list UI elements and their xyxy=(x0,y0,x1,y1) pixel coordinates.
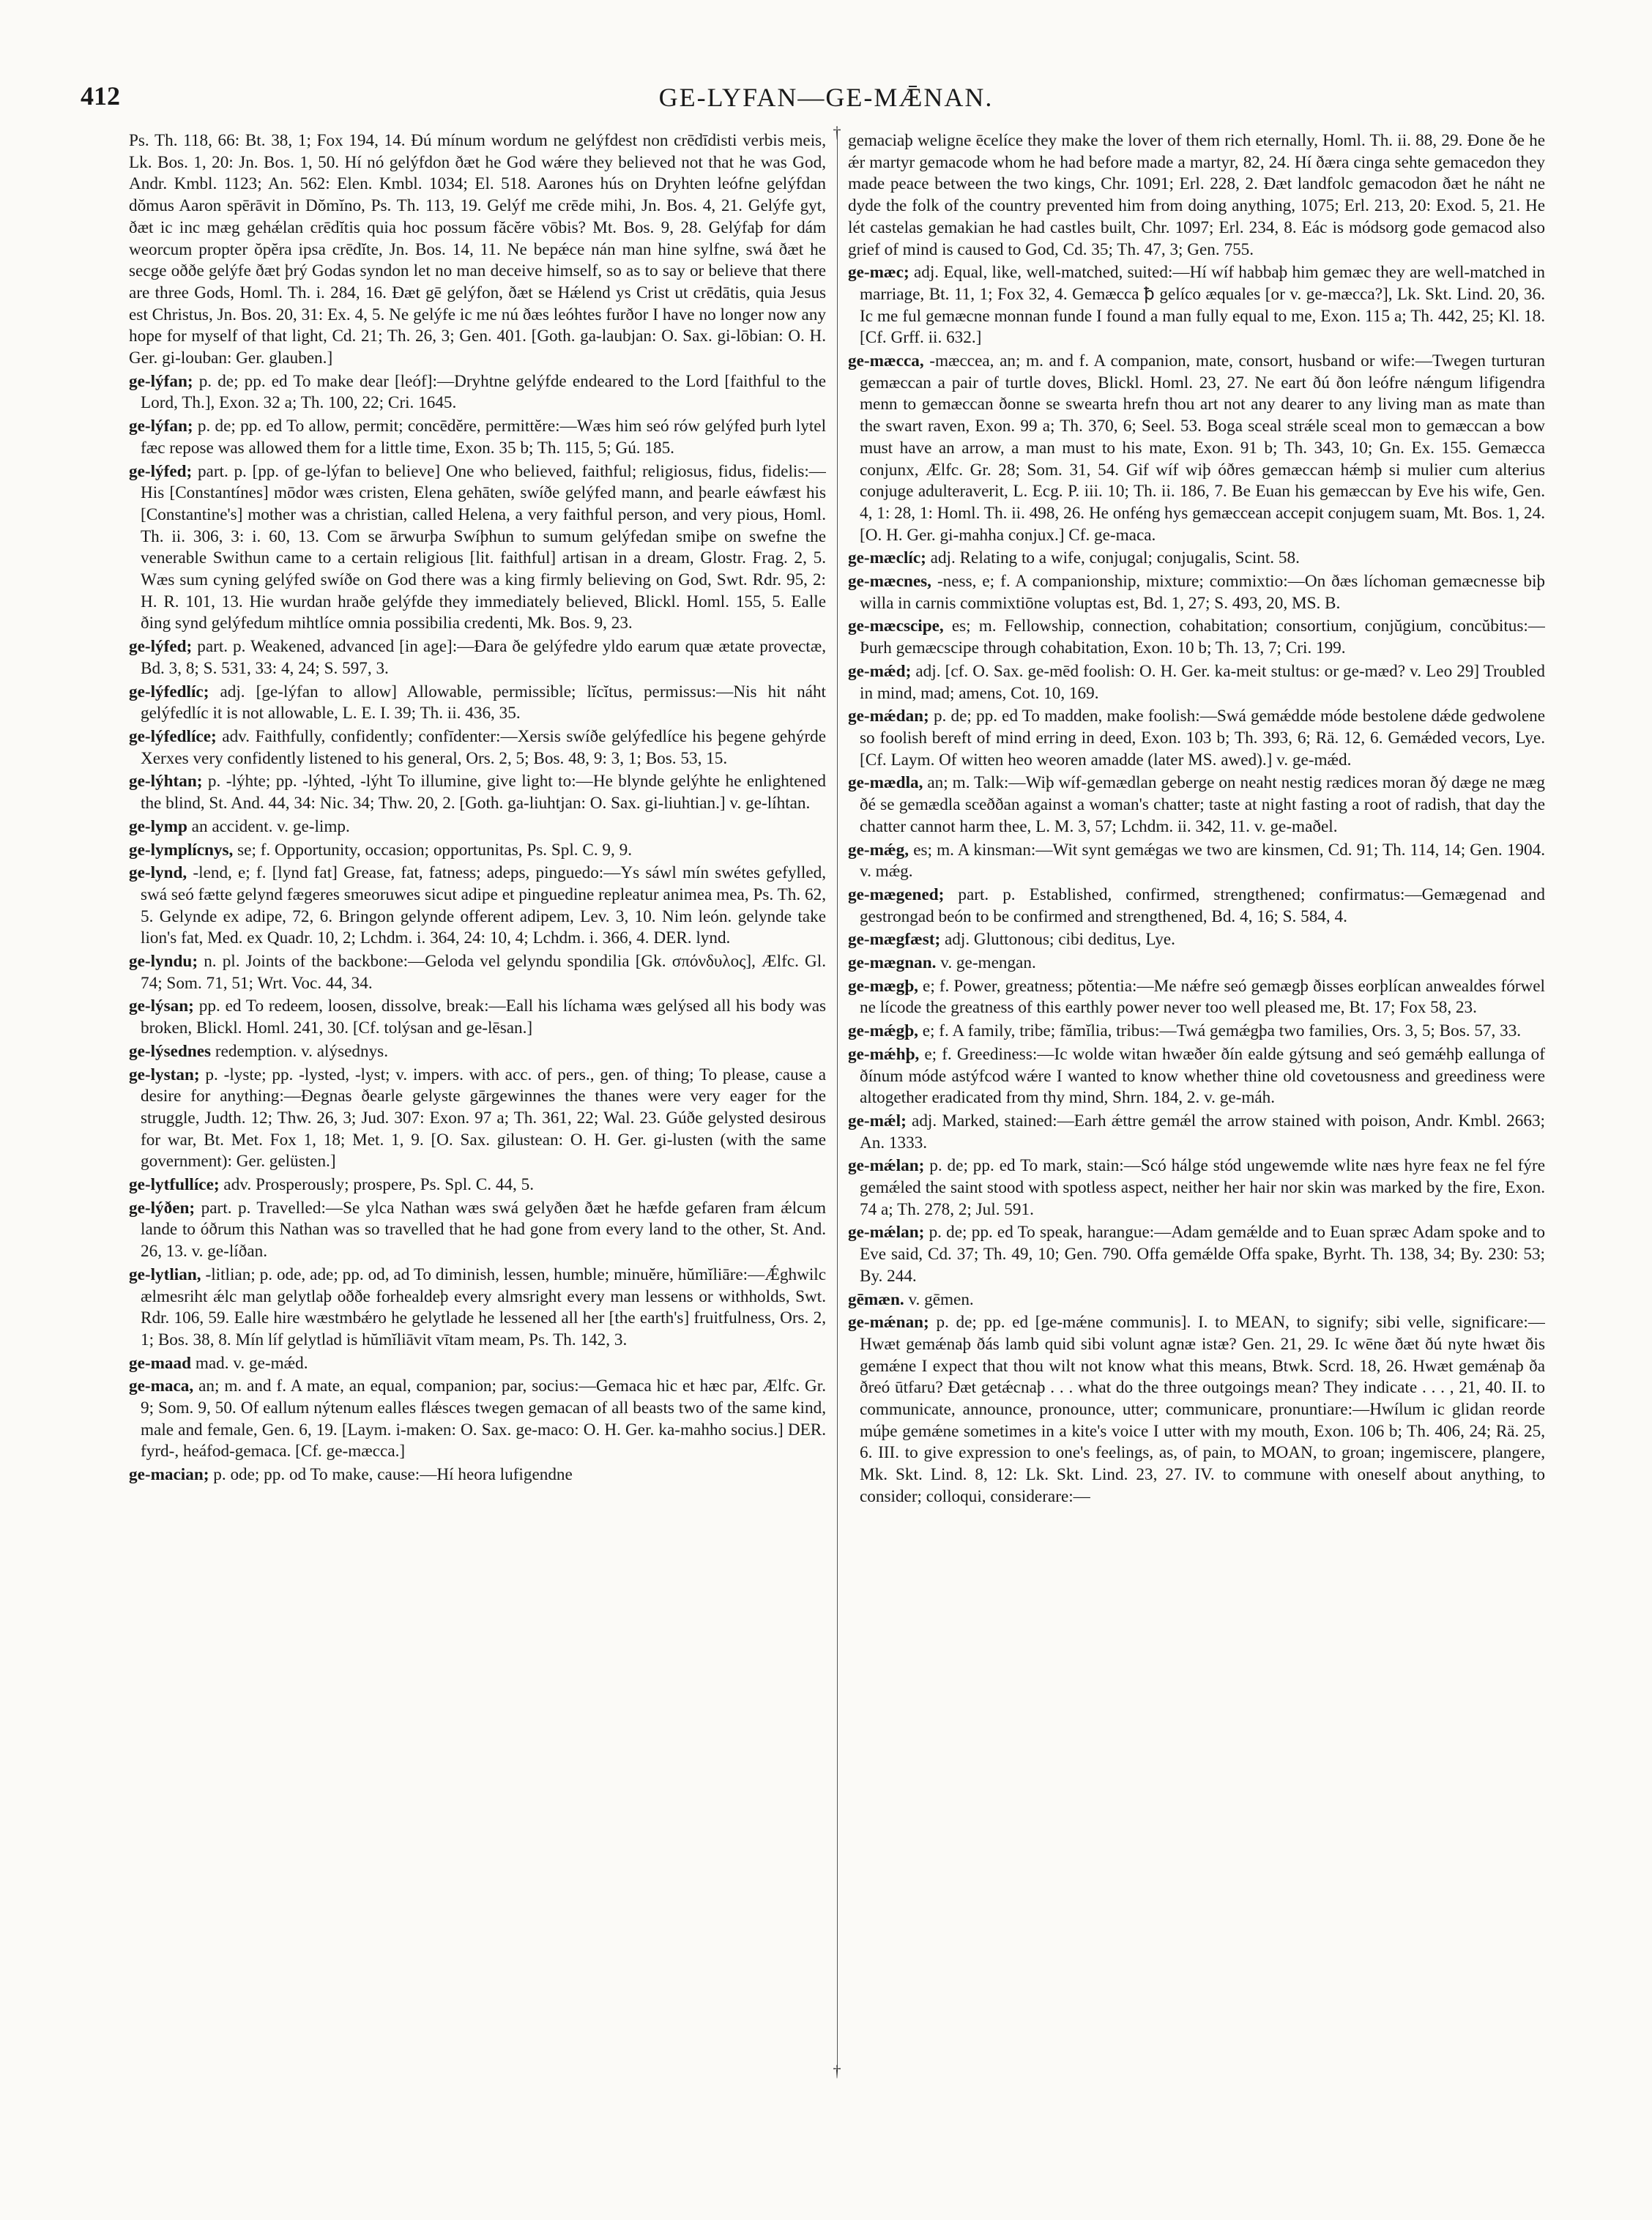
dictionary-entry xyxy=(129,951,826,994)
entry-text: Ps. Th. 118, 66: Bt. 38, 1; Fox 194, 14. Ðú mínum wordum ne gelýfdest non crēdīdisti verbis meis, Lk. Bos. 1, 20: Jn. Bos. 1, 50. Hí nó gelýfdon ðæt he God wǽre they believed not that he was God, Andr. Kmbl. 1123; An. 562: Elen. Kmbl. 1034; El. 518. Aarones hús on Dryhten leófne gelýfdan dŏmus Aaron spērāvit in Dŏmĭno, Ps. Th. 113, 19. Gelýf me crēde mihi, Jn. Bos. 4, 21. Gelýfe gyt, ðæt ic inc mæg gehǽlan crēdĭtis quia hoc possum făcĕre vōbis? Mt. Bos. 9, 28. Gelýfaþ for dám weorcum propter ŏpĕra ipsa crēdĭte, Jn. Bos. 14, 11. Ne bepǽce nán man hine sylfne, swá ðæt he secge oððe gelýfe ðæt þrý Godas syndon let no man deceive himself, so as to say or believe that there are three Gods, Homl. Th. i. 284, 16. Ðæt gē gelýfon, ðæt se Hǽlend ys Crist ut crēdātis, quia Jesus est Christus, Jn. Bos. 20, 31: Ex. 4, 5. Ne gelýfe ic me nú ðæs leóhtes furðor I have no longer now any hope for myself of that light, Cd. 21; Th. 26, 3; Gen. 401. [Goth. ga-laubjan: O. Sax. gi-lōbian: O. H. Ger. gi-louban: Ger. glauben.] xyxy=(129,131,826,368)
dictionary-entry xyxy=(129,1198,826,1263)
dictionary-entry xyxy=(129,1353,826,1375)
headword: ge-mǽlan; xyxy=(848,1223,925,1243)
dictionary-entry xyxy=(129,416,826,459)
entry-text: p. -lýhte; pp. -lýhted, -lýht To illumine, give light to:—He blynde gelýhte he enlightened the blind, St. And. 44, 34: Nic. 34; Thw. 20, 2. [Goth. ga-liuhtjan: O. Sax. gi-liuhtian.] v. ge-líhtan. xyxy=(141,772,826,813)
dictionary-entry xyxy=(129,840,826,862)
divider-ornament-bottom: † xyxy=(833,2062,841,2080)
dictionary-entry xyxy=(848,351,1545,546)
entry-text: e; f. A family, tribe; fămĭlia, tribus:—Twá gemǽgþa two families, Ors. 3, 5; Bos. 57, 33. xyxy=(922,1021,1522,1041)
entry-text: adv. Prosperously; prospere, Ps. Spl. C. 44, 5. xyxy=(223,1175,535,1195)
divider-ornament-top: † xyxy=(833,123,841,141)
entry-text: adj. Gluttonous; cibi deditus, Lye. xyxy=(945,930,1175,950)
entry-text: -ness, e; f. A companionship, mixture; commixtio:—On ðæs líchoman gemæcnesse biþ willa in carnis commixtiōne voluptas est, Bd. 1, 27; S. 493, 20, MS. B. xyxy=(860,572,1545,613)
dictionary-entry xyxy=(848,616,1545,659)
entry-text: gemaciaþ weligne ēcelíce they make the lover of them rich eternally, Homl. Th. ii. 88, 29. Ðone ðe he ǽr martyr gemacode whom he had before made a martyr, 82, 24. Hí ðæra cinga sehte gemacedon they made peace between the two kings, Chr. 1091; Erl. 228, 2. Ðæt landfolc gemacodon ðæt he náht ne dyde the folk of the country prevented him from doing anything, 1075; Erl. 213, 20: Exod. 5, 21. He lét castelas gemakian he had castles built, Chr. 1097; Erl. 234, 8. Eác is módsorg gode gemacod also grief of mind is caused to God, Cd. 35; Th. 47, 3; Gen. 755. xyxy=(848,131,1545,259)
entry-text: e; f. Power, greatness; pŏtentia:—Me nǽfre seó gemægþ ðisses eorþlícan anwealdes fórwel ne lícode the greatness of this earthly power never too well pleased me, Bt. 17; Fox 58, 23. xyxy=(860,976,1545,1018)
headword: ge-mædla, xyxy=(848,773,923,793)
dictionary-entry xyxy=(848,706,1545,771)
dictionary-entry xyxy=(848,1021,1545,1043)
entry-text: adj. Equal, like, well-matched, suited:—Hí wíf habbaþ him gemæc they are well-matched in marriage, Bt. 11, 1; Fox 32, 4. Gemæcca ꝥ gelíco æquales [or v. ge-mæcca?], Lk. Skt. Lind. 20, 36. Ic me ful gemæcne monnan funde I found a man fully equal to me, Exon. 115 a; Th. 442, 25; Kl. 18. [Cf. Grff. ii. 632.] xyxy=(860,263,1545,348)
entry-text: es; m. Fellowship, connection, cohabitation; consortium, conjŭgium, concŭbitus:—Þurh gemæcscipe through cohabitation, Exon. 10 b; Th. 13, 7; Cri. 199. xyxy=(860,617,1545,658)
headword: ge-lýsednes xyxy=(129,1041,212,1061)
entry-text: e; f. Greediness:—Ic wolde witan hwæðer ðín ealde gýtsung and seó gemǽhþ eallunga of ðínum móde astýfcod wǽre I wanted to know whether thine old covetousness and greediness were altogether eradicated from thy mind, Shrn. 184, 2. v. ge-máh. xyxy=(860,1044,1545,1108)
dictionary-entry xyxy=(129,1464,826,1486)
entry-text: p. de; pp. ed [ge-mǽne communis]. I. to MEAN, to signify; sibi velle, significare:—Hwæt gemǽnaþ ðás lamb quid sibi volunt agnæ istæ? Gen. 21, 29. Ic wēne ðæt ðú nyte hwæt ðis gemǽne I expect that thou wilt not know what this means, Btwk. Scrd. 18, 26. Hwæt gemǽnaþ ða ðreó ūtfaru? Ðæt getǽcnaþ . . . what do the three outgoings mean? They indicate . . . , 21, 40. II. to communicate, announce, pronounce, utter; communicare, pronuntiare:—Hwílum ic glidan reorde múþe gemǽne sometimes in a kite's voice I utter with my mouth, Exon. 106 b; Th. 406, 24; Rä. 25, 6. III. to give expression to one's feelings, as, of pain, to MOAN, to groan; ingemiscere, plangere, Mk. Skt. Lind. 8, 12: Lk. Skt. Lind. 23, 27. IV. to commune with oneself about anything, to consider; colloqui, considerare:— xyxy=(860,1313,1545,1506)
dictionary-entry xyxy=(129,636,826,679)
headword: ge-mægþ, xyxy=(848,976,918,996)
dictionary-entry xyxy=(848,548,1545,570)
entry-text: se; f. Opportunity, occasion; opportunitas, Ps. Spl. C. 9, 9. xyxy=(237,840,633,860)
entry-text: part. p. Weakened, advanced [in age]:—Ðara ðe gelýfedre yldo earum quæ ætate provectæ, Bd. 3, 8; S. 531, 33: 4, 24; S. 597, 3. xyxy=(141,637,826,678)
dictionary-entry xyxy=(848,884,1545,928)
headword: ge-mǽl; xyxy=(848,1111,907,1131)
entry-text: an; m. Talk:—Wiþ wíf-gemædlan geberge on neaht nestig rædices moran ðý dæge ne mæg ðé se gemædla sceððan against a woman's chatter; taste at night fasting a root of radish, that day the chatter cannot harm thee, L. M. 3, 57; Lchdm. ii. 342, 11. v. ge-maðel. xyxy=(860,773,1545,836)
dictionary-entry xyxy=(129,1041,826,1063)
entry-text: adj. Marked, stained:—Earh ǽttre gemǽl the arrow stained with poison, Andr. Kmbl. 2663; An. 1333. xyxy=(860,1111,1545,1152)
dictionary-entry xyxy=(848,1044,1545,1109)
headword: ge-lýfan; xyxy=(129,417,193,436)
dictionary-entry xyxy=(848,1222,1545,1287)
headword: ge-mægnan. xyxy=(848,953,937,973)
entry-text: p. de; pp. ed To mark, stain:—Scó hálge stód ungewemde wlite næs hyre feax ne fel fýre gemǽled the saint stood with spotless aspect, neither her hair nor skin was marked by the fire, Exon. 74 a; Th. 278, 2; Jul. 591. xyxy=(860,1156,1545,1219)
headword: ge-lyndu; xyxy=(129,952,198,972)
headword: ge-lýfan; xyxy=(129,371,193,391)
headword: ge-lymp xyxy=(129,816,187,836)
headword: ge-lýfed; xyxy=(129,637,193,657)
headword: ge-mǽlan; xyxy=(848,1156,925,1176)
entry-text: n. pl. Joints of the backbone:—Geloda vel gelyndu spondilia [Gk. σπόνδυλος], Ælfc. Gl. 74; Som. 71, 51; Wrt. Voc. 44, 34. xyxy=(141,952,826,993)
entry-text: p. de; pp. ed To make dear [leóf]:—Dryhtne gelýfde endeared to the Lord [faithful to the Lord, Th.], Exon. 32 a; Th. 100, 22; Cri. 1645. xyxy=(141,371,826,413)
dictionary-entry xyxy=(848,571,1545,614)
entry-continuation xyxy=(848,130,1545,261)
dictionary-entry xyxy=(848,953,1545,975)
dictionary-entry xyxy=(848,929,1545,951)
headword: ge-mǽdan; xyxy=(848,707,929,726)
headword: ge-lýfed; xyxy=(129,461,193,481)
headword: ge-mægened; xyxy=(848,884,945,904)
headword: ge-maad xyxy=(129,1353,192,1373)
dictionary-entry xyxy=(848,1312,1545,1508)
left-column xyxy=(129,130,826,2180)
headword: ge-lýfedlíce; xyxy=(129,726,217,746)
headword: ge-mæcnes, xyxy=(848,572,931,592)
entry-text: part. p. [pp. of ge-lýfan to believe] One who believed, faithful; religiosus, fidus, fidelis:—His [Constantínes] mōdor wæs cristen, Elena gehāten, swíðe gelýfed mann, and þearle eáwfæst his [Constantine's] mother was a christian, called Helena, a very faithful person, and very pious, Homl. Th. ii. 306, 3: i. 60, 13. Com se ārwurþa Swíþhun to sumum gelýfedan smiþe on swefne the venerable Swithun came to a certain religious [lit. faithful] artisan in a dream, Glostr. Frag. 2, 5. Wæs sum cyning gelýfed swíðe on God there was a king firmly believing on God, Swt. Rdr. 95, 2: H. R. 101, 13. Hie wurdan hraðe gelýfde they immediately believed, Blickl. Homl. 155, 5. Ealle ðing synd gelýfedum mihtlíce omnia possibilia credenti, Mk. Bos. 9, 23. xyxy=(141,461,826,633)
headword: ge-mæclíc; xyxy=(848,548,926,568)
entry-text: adj. Relating to a wife, conjugal; conjugalis, Scint. 58. xyxy=(930,548,1300,568)
dictionary-entry xyxy=(129,1174,826,1196)
headword: gēmæn. xyxy=(848,1289,904,1309)
page-number: 412 xyxy=(81,81,120,111)
entry-text: part. p. Travelled:—Se ylca Nathan wæs swá gelyðen ðæt he hæfde gefaren fram ǽlcum lande to óðrum this Nathan was so travelled that he had gone from every land to the other, St. And. 26, 13. v. ge-líðan. xyxy=(141,1198,826,1262)
dictionary-entry xyxy=(129,1264,826,1352)
entry-text: -lend, e; f. [lynd fat] Grease, fat, fatness; adeps, pinguedo:—Ys sáwl mín swétes gefylled, swá seó fætte gelynd fægeres smeoruwes sicut adipe et pinguedine repleatur animea mea, Ps. Th. 62, 5. Gelynde ex adipe, 72, 6. Bringon gelynde offerent adipem, Lev. 3, 10. Nim león. gelynde take lion's fat, Med. ex Quadr. 10, 2; Lchdm. i. 364, 24: 10, 4; Lchdm. i. 366, 4. DER. lynd. xyxy=(141,863,826,948)
dictionary-entry xyxy=(848,840,1545,883)
headword: ge-lynd, xyxy=(129,863,187,883)
dictionary-entry xyxy=(129,1376,826,1463)
headword: ge-maca, xyxy=(129,1377,194,1396)
entry-text: p. ode; pp. od To make, cause:—Hí heora lufigendne xyxy=(213,1465,573,1485)
headword: ge-lystan; xyxy=(129,1065,200,1084)
entry-text: es; m. A kinsman:—Wit synt gemǽgas we two are kinsmen, Cd. 91; Th. 114, 14; Gen. 1904. v. mǽg. xyxy=(860,840,1545,882)
entry-text: mad. v. ge-mǽd. xyxy=(195,1353,308,1373)
entry-text: p. -lyste; pp. -lysted, -lyst; v. impers. with acc. of pers., gen. of thing; To please, cause a desire for anything:—Ðegnas ðearle gelyste gārgewinnes the thanes were very eager for the struggle, Judth. 12; Thw. 26, 3; Jud. 307: Exon. 97 a; Th. 361, 22; Wal. 23. Gúðe gelysted desirous for war, Bt. Met. Fox 1, 18; Met. 1, 9. [O. Sax. gilustean: O. H. Ger. gi-lusten (with the same government): Ger. gelüsten.] xyxy=(141,1065,826,1172)
headword: ge-macian; xyxy=(129,1465,209,1485)
entry-text: -litlian; p. ode, ade; pp. od, ad To diminish, lessen, humble; minuĕre, hŭmĭliāre:—Ǽghwilc ælmesriht ǽlc man gelytlaþ oððe forhealdeþ every almsright every man lessens or withholds, Swt. Rdr. 106, 59. Ealle hire wæstmbǽro he gelytlade he lessened all her [the earth's] fruitfulness, Ors. 2, 1; Bos. 38, 8. Mín líf gelytlad is hŭmĭliāvit vītam meam, Ps. Th. 142, 3. xyxy=(141,1264,826,1349)
headword: ge-mǽhþ, xyxy=(848,1044,920,1064)
dictionary-entry xyxy=(129,996,826,1039)
headword: ge-lytfullíce; xyxy=(129,1175,220,1195)
column-divider xyxy=(837,130,838,2071)
dictionary-entry xyxy=(129,726,826,770)
dictionary-entry xyxy=(129,816,826,838)
entry-text: v. gēmen. xyxy=(908,1289,974,1309)
headword: ge-lýfedlíc; xyxy=(129,682,209,701)
entry-text: an; m. and f. A mate, an equal, companion; par, socius:—Gemaca hic et hæc par, Ælfc. Gr. 9; Som. 9, 50. Of eallum nýtenum ealles flǽsces twegen gemacan of all beasts two of the same kind, male and female, Gen. 6, 19. [Laym. i-maken: O. Sax. ge-maco: O. H. Ger. ka-mahho socius.] DER. fyrd-, heáfod-gemaca. [Cf. ge-mæcca.] xyxy=(141,1377,826,1461)
entry-text: adv. Faithfully, confidently; confīdenter:—Xersis swíðe gelýfedlíce his þegene gehýrde Xerxes very confidently listened to his general, Ors. 2, 5; Bos. 48, 9: 3, 1; Bos. 53, 15. xyxy=(141,726,826,768)
entry-text: an accident. v. ge-limp. xyxy=(191,816,350,836)
headword: ge-mǽnan; xyxy=(848,1313,929,1333)
right-column xyxy=(848,130,1545,2180)
headword: ge-lýðen; xyxy=(129,1198,196,1218)
entry-text: p. de; pp. ed To allow, permit; concēdĕre, permittĕre:—Wæs him seó rów gelýfed þurh lytel fæc repose was allowed them for a little time, Exon. 35 b; Th. 115, 5; Gú. 185. xyxy=(141,417,826,458)
headword: ge-mǽgþ, xyxy=(848,1021,918,1041)
entry-text: p. de; pp. ed To speak, harangue:—Adam gemǽlde and to Euan spræc Adam spoke and to Eve said, Cd. 37; Th. 49, 10; Gen. 790. Offa gemǽlde Offa spake, Byrht. Th. 138, 34; By. 230: 53; By. 244. xyxy=(860,1223,1545,1286)
headword: ge-mǽg, xyxy=(848,840,909,860)
headword: ge-lymplícnys, xyxy=(129,840,234,860)
dictionary-entry xyxy=(129,461,826,636)
headword: ge-mæcscipe, xyxy=(848,617,944,636)
dictionary-entry xyxy=(848,661,1545,704)
entry-text: pp. ed To redeem, loosen, dissolve, break:—Eall his líchama wæs gelýsed all his body was broken, Blickl. Homl. 241, 30. [Cf. tolýsan and ge-lēsan.] xyxy=(141,997,826,1038)
dictionary-entry xyxy=(848,1111,1545,1154)
running-head: GE-LYFAN—GE-MǢNAN. xyxy=(658,83,994,112)
dictionary-entry xyxy=(848,1155,1545,1221)
entry-continuation xyxy=(129,130,826,370)
entry-text: v. ge-mengan. xyxy=(940,953,1036,973)
entry-text: redemption. v. alýsednys. xyxy=(215,1041,388,1061)
headword: ge-lýsan; xyxy=(129,997,194,1016)
entry-text: part. p. Established, confirmed, strengthened; confirmatus:—Gemægenad and gestrongad beón to be confirmed and strengthened, Bd. 4, 16; S. 584, 4. xyxy=(860,884,1545,926)
headword: ge-lýhtan; xyxy=(129,772,203,791)
headword: ge-mægfæst; xyxy=(848,930,941,950)
dictionary-entry xyxy=(129,1065,826,1174)
dictionary-entry xyxy=(848,262,1545,349)
headword: ge-mǽd; xyxy=(848,661,912,681)
dictionary-entry xyxy=(848,772,1545,838)
dictionary-entry xyxy=(129,771,826,814)
dictionary-entry xyxy=(129,682,826,725)
headword: ge-lytlian, xyxy=(129,1264,201,1284)
dictionary-entry xyxy=(848,1289,1545,1311)
dictionary-entry xyxy=(848,976,1545,1019)
dictionary-entry xyxy=(129,863,826,950)
dictionary-entry xyxy=(129,371,826,414)
entry-text: adj. [cf. O. Sax. ge-mēd foolish: O. H. Ger. ka-meit stultus: or ge-mæd? v. Leo 29] Troubled in mind, mad; amens, Cot. 10, 169. xyxy=(860,661,1545,703)
entry-text: -mæccea, an; m. and f. A companion, mate, consort, husband or wife:—Twegen turturan gemæccan a pair of turtle doves, Blickl. Homl. 23, 27. Ne eart ðú ðon leófre nǽngum lifigendra menn to gemæccan ðonne se swearta hrefn thou art not any dearer to any living man as mate than the swart raven, Exon. 99 a; Th. 370, 6; Seel. 53. Boga sceal strǽle sceal mon to gemæccan a bow must have an arrow, a man must to his mate, Exon. 91 b; Th. 343, 10; Gn. Ex. 155. Gemæcca conjunx, Ælfc. Gr. 28; Som. 31, 54. Gif wíf wiþ óðres gemæccan hǽmþ si mulier cum alterius conjuge adulteraverit, L. Ecg. P. iii. 10; Th. ii. 186, 7. Be Euan his gemæccan by Eve his wife, Gen. 4, 1: 28, 1: Homl. Th. ii. 498, 26. He onféng hys gemæccean accepit conjugem suam, Mt. Bos. 1, 24. [O. H. Ger. gi-mahha conjux.] Cf. ge-maca. xyxy=(860,351,1545,545)
entry-text: p. de; pp. ed To madden, make foolish:—Swá gemǽdde móde bestolene dǽde gedwolene so foolish bereft of mind erring in deed, Exon. 103 b; Th. 393, 6; Rä. 12, 6. Gemǽded vecors, Lye. [Cf. Laym. Of witten heo weoren amadde (later MS. awed).] v. ge-mǽd. xyxy=(860,707,1545,770)
headword: ge-mæcca, xyxy=(848,351,924,371)
entry-text: adj. [ge-lýfan to allow] Allowable, permissible; lĭcĭtus, permissus:—Nis hit náht gelýfedlíc it is not allowable, L. E. I. 39; Th. ii. 436, 35. xyxy=(141,682,826,723)
headword: ge-mæc; xyxy=(848,263,909,283)
